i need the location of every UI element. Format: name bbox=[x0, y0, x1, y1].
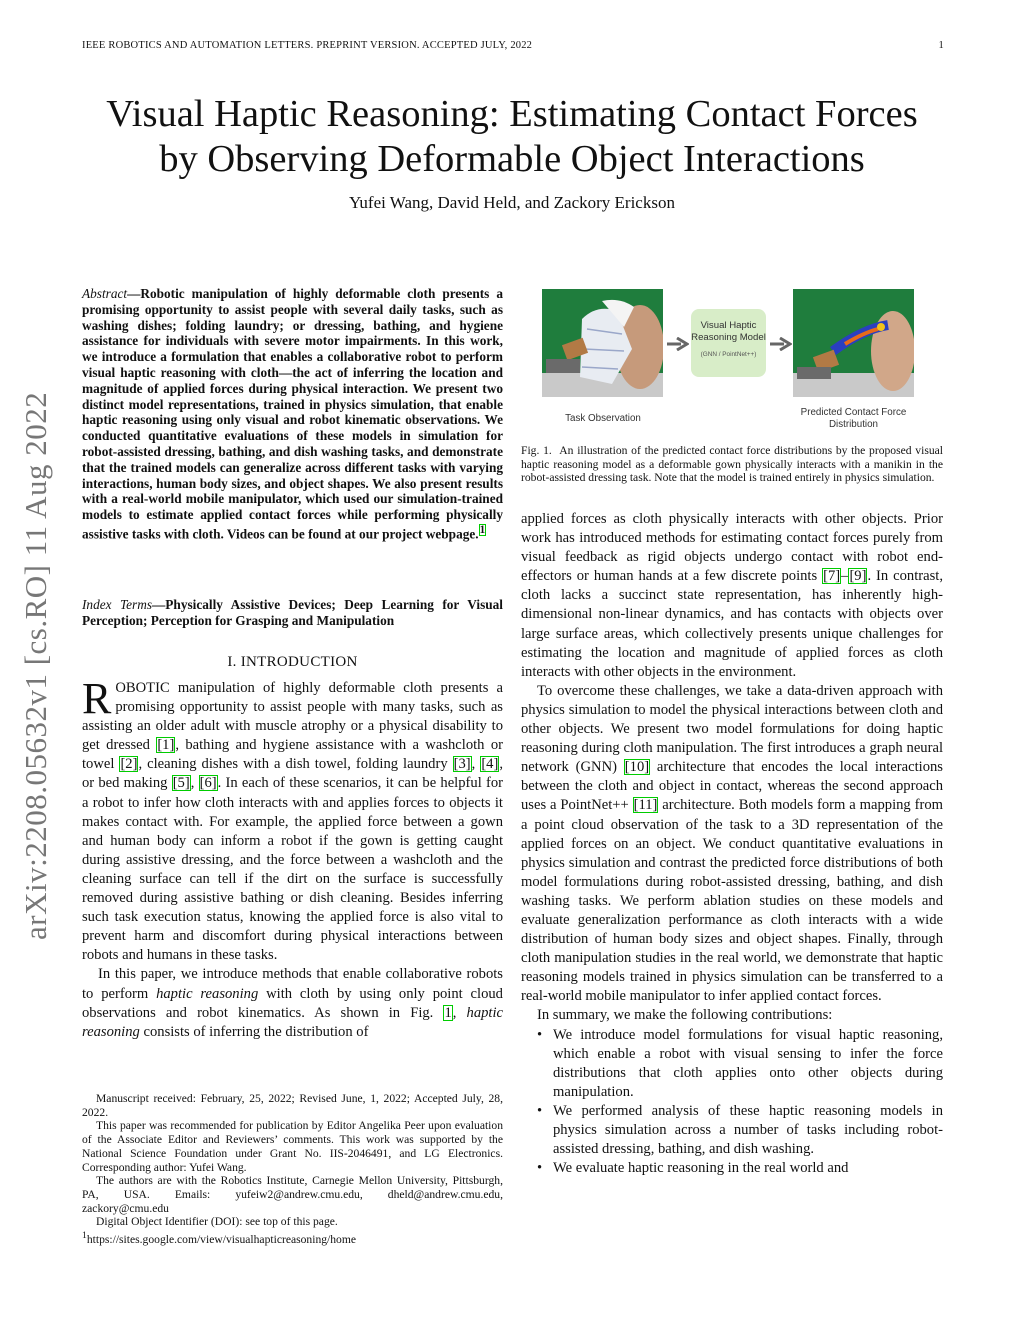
footnote-mark: 1 bbox=[82, 1230, 87, 1242]
caption-text: An illustration of the predicted contact force distributions by the proposed visual haptic reasoning model as a deformable gown physically interacts with a manikin in the robot-assisted dressing task. Note that the model is trained entirely in physics simulation. bbox=[521, 444, 943, 485]
right-paragraph-2 bbox=[521, 682, 943, 1007]
title-line-1: Visual Haptic Reasoning: Estimating Contact Forces bbox=[106, 93, 918, 135]
citation-link[interactable]: [2] bbox=[120, 756, 138, 773]
citation-link[interactable]: [7] bbox=[823, 568, 841, 585]
contribution-item: • We introduce model formulations for visual haptic reasoning, which enable a robot with visual sensing to infer the force distributions that cloth applies onto other objects during manipulation. bbox=[553, 1026, 943, 1102]
predicted-force-image bbox=[793, 289, 914, 397]
text-run: applied forces as cloth physically interacts with other objects. Prior work has introduced methods for estimating contact forces purely from visual feedback as rigid objects undergo contact with robot end-effectors or human hands at a few discrete points bbox=[521, 511, 943, 585]
abstract-label: Abstract bbox=[82, 286, 128, 301]
citation-link[interactable]: [11] bbox=[633, 797, 658, 814]
footnote-url bbox=[82, 1229, 503, 1247]
figure-link[interactable]: 1 bbox=[444, 1004, 452, 1021]
title-line-2: by Observing Deformable Object Interactions bbox=[159, 138, 865, 180]
label-predicted-force: Predicted Contact Force Distribution bbox=[800, 407, 907, 430]
section-heading: I. INTRODUCTION bbox=[227, 654, 358, 670]
predicted-force-illustration bbox=[793, 289, 914, 397]
text-run: . In contrast, cloth lacks a succinct state representation, has inherently high-dimensional non-linear dynamics, and has contacts with objects over large surface areas, which collectively presents unique challenges for estimating the location and magnitude of applied forces as cloth interacts with other objects in the environment. bbox=[521, 568, 943, 680]
contribution-item: • We performed analysis of these haptic reasoning models in physics simulation across a number of tasks including robot-assisted dressing, bathing, and dish washing. bbox=[553, 1102, 943, 1159]
right-paragraph-3: In summary, we make the following contributions: bbox=[537, 1007, 833, 1024]
intro-paragraph-2 bbox=[82, 965, 503, 1041]
intro-first-word: OBOTIC bbox=[115, 680, 170, 696]
model-box bbox=[691, 309, 766, 377]
model-box-title: Visual Haptic Reasoning Model bbox=[691, 320, 766, 343]
text-run: . In each of these scenarios, it can be helpful for a robot to infer how cloth interacts with and applies forces to objects it makes contact with. For example, the applied force between a gown and human body can inform a robot if the gown is getting caught during assistive dressing, and the force between a washcloth and the cleaning surface can tell if the dirt on the surface is successfully removed during assistive bathing or dish cleaning. Besides inferring such task execution status, knowing the applied force is also vital to prevent harm and discomfort during physical interactions between robots and humans in these tasks. bbox=[82, 775, 503, 964]
text-run: , bathing and hygiene assistance with a washcloth or towel bbox=[82, 737, 503, 773]
arrow-right-icon bbox=[667, 337, 689, 351]
task-observation-illustration bbox=[542, 289, 663, 397]
task-observation-image bbox=[542, 289, 663, 397]
footnote-editor: This paper was recommended for publication by Editor Angelika Peer upon evaluation of the Associate Editor and Reviewers’ comments. This work was supported by the National Science Foundation under Grant No. IIS-2046491, and LG Electronics. Corresponding author: Yufei Wang. bbox=[82, 1119, 503, 1174]
footnote-affiliation: The authors are with the Robotics Institute, Carnegie Mellon University, Pittsburgh, PA, USA. Emails: yufeiw2@andrew.cmu.edu, dheld@andrew.cmu.edu, zackory@cmu.edu bbox=[82, 1174, 503, 1215]
text-run: – bbox=[841, 568, 849, 585]
text-run: In this paper, we introduce methods that enable collaborative robots to perform bbox=[82, 966, 503, 1002]
citation-link[interactable]: [5] bbox=[172, 775, 190, 792]
index-terms-text: —Physically Assistive Devices; Deep Learning for Visual Perception; Perception for Grasping and Manipulation bbox=[82, 597, 503, 628]
text-run: , cleaning dishes with a dish towel, folding laundry bbox=[138, 756, 453, 773]
page-number: 1 bbox=[938, 40, 944, 51]
paper-title bbox=[40, 92, 984, 182]
footnote-url-text[interactable]: https://sites.google.com/view/visualhapticreasoning/home bbox=[86, 1232, 357, 1246]
journal-name: IEEE ROBOTICS AND AUTOMATION LETTERS. PREPRINT VERSION. ACCEPTED JULY, 2022 bbox=[82, 40, 533, 51]
figure-caption bbox=[521, 444, 943, 485]
text-run: To overcome these challenges, we take a data-driven approach with physics simulation to model the physical interactions between cloth and other objects. We present two model formulations for doing haptic reasoning during cloth manipulation. The first introduces a graph neural network (GNN) bbox=[521, 682, 943, 776]
arrow-right-icon bbox=[770, 337, 792, 351]
text-run: , bbox=[190, 775, 199, 792]
text-run: manipulation of highly deformable cloth presents a promising opportunity to assist people with many tasks, such as assisting an older adult with muscle atrophy or a physical disability to get dressed bbox=[82, 680, 503, 754]
citation-link[interactable]: [9] bbox=[849, 568, 867, 585]
index-terms-label: Index Terms bbox=[82, 597, 152, 612]
citation-link[interactable]: [4] bbox=[481, 756, 499, 773]
text-run: , or bed making bbox=[82, 756, 503, 792]
text-run: architecture. Both models form a mapping from a point cloud observation of the task to a 3D representation of the applied forces on an object. We conduct quantitative evaluations in physics simulation and contrast the predicted force distributions of both model formulations during robot-assisted dressing, bathing, and dish washing tasks. We perform ablation studies on these models and evaluate generalization performance as cloth interacts with a wide distribution of human body sizes and object shapes. Finally, through cloth manipulation studies in the real world, we demonstrate that haptic reasoning models trained in physics simulation can be transferred to a real-world mobile manipulator to infer applied contact forces. bbox=[521, 797, 943, 1005]
citation-link[interactable]: [10] bbox=[624, 759, 650, 776]
abstract bbox=[82, 286, 503, 542]
citation-link[interactable]: [1] bbox=[157, 737, 175, 754]
text-run: , bbox=[471, 756, 481, 773]
footnotes bbox=[82, 1092, 503, 1247]
text-run: , bbox=[452, 1004, 467, 1021]
intro-body bbox=[82, 674, 503, 1042]
text-run: consists of inferring the distribution of bbox=[139, 1023, 369, 1040]
footnote-link[interactable]: 1 bbox=[479, 523, 486, 536]
model-box-subtitle: (GNN / PointNet++) bbox=[700, 351, 757, 358]
figure-1 bbox=[521, 287, 943, 437]
abstract-text: —Robotic manipulation of highly deformable cloth presents a promising opportunity to assist people with several daily tasks, such as washing dishes; folding laundry; or dressing, bathing, and hygiene assistance for individuals with severe motor impairments. In this work, we introduce a formulation that enables a collaborative robot to perform visual haptic reasoning with cloth—the act of inferring the location and magnitude of applied forces during physical interaction. We present two distinct model representations, trained in physics simulation, that enable haptic reasoning using only visual and robot kinematic observations. We conducted quantitative evaluations of these models in simulation for robot-assisted dressing, bathing, and dish washing tasks, and demonstrate that the trained models can generalize across different tasks with varying interactions, human body sizes, and object shapes. We also present results with a real-world mobile manipulator, which used our simulation-trained models to estimate applied contact forces while performing physically assistive tasks with cloth. Videos can be found at our project webpage. bbox=[82, 286, 503, 542]
right-paragraph-1 bbox=[521, 510, 943, 682]
intro-paragraph-1 bbox=[82, 674, 503, 965]
footnote-doi: Digital Object Identifier (DOI): see top of this page. bbox=[96, 1215, 338, 1229]
right-column-body bbox=[521, 510, 943, 1178]
text-run: with cloth by using only point cloud observations and robot kinematics. As shown in Fig. bbox=[82, 985, 503, 1021]
caption-label: Fig. 1. bbox=[521, 444, 552, 457]
running-header bbox=[82, 40, 944, 51]
footnote-manuscript: Manuscript received: February, 25, 2022; Revised June, 1, 2022; Accepted July, 28, 2022. bbox=[82, 1092, 503, 1119]
emphasis: haptic reasoning bbox=[82, 1004, 503, 1040]
label-task-observation: Task Observation bbox=[565, 413, 641, 424]
arxiv-stamp: arXiv:2208.05632v1 [cs.RO] 11 Aug 2022 bbox=[18, 391, 53, 940]
citation-link[interactable]: [3] bbox=[453, 756, 471, 773]
index-terms bbox=[82, 597, 503, 629]
contribution-item: • We evaluate haptic reasoning in the real world and bbox=[553, 1159, 943, 1178]
contribution-list bbox=[521, 1026, 943, 1179]
emphasis: haptic reasoning bbox=[156, 985, 259, 1002]
authors: Yufei Wang, David Held, and Zackory Erickson bbox=[349, 193, 675, 212]
text-run: architecture that encodes the local interactions between the cloth and object in contact, whereas the second approach uses a PointNet++ bbox=[521, 759, 943, 814]
drop-cap: R bbox=[82, 674, 112, 723]
citation-link[interactable]: [6] bbox=[199, 775, 217, 792]
